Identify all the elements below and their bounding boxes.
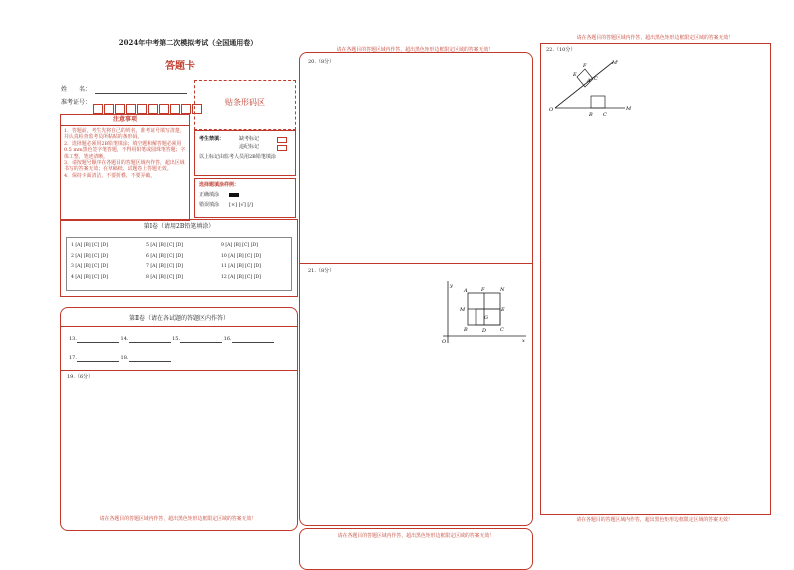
notes-box [60,114,190,221]
warning-text: 请在各题目的答题区域内作答，超出黑色矩形边框限定区域的答案无效！ [576,517,733,523]
note-item: 2．选择题必须用2B铅笔填涂；填空题和解答题必须用0.5 mm黑色签字笔答题，不得用铅笔或圆珠笔答题；字体工整、笔迹清晰。 [64,140,186,160]
note-item: 1．答题前，考生先将自己的姓名，准考证号填写清楚，并认真检查监考员所粘贴的条形码。 [64,128,185,141]
svg-text:M: M [460,307,466,313]
q21-figure [438,273,528,345]
note-item: 4．保持卡面清洁，不要折叠、不要弄破。 [64,172,156,179]
correct-label: 正确填涂 [199,192,220,198]
warning-text: 请在各题目的答题区域内作答，超出黑色矩形边框限定区域的答案无效！ [336,47,494,53]
svg-text:F: F [583,63,587,69]
svg-text:B: B [589,112,593,118]
status-label: 考生禁填： [199,136,225,142]
q21-label: 21.（8分） [308,268,335,274]
note-item: 3．请按题号顺序在各题目的答题区域内作答，超出区域书写的答案无效；在草稿纸、试题卷上答题无效。 [64,160,185,173]
svg-text:B: B [464,327,468,333]
fill-example-box [194,178,296,218]
section2-title: 第Ⅱ卷（请在各试题的答题区内作答） [128,315,230,322]
wrong-label: 错误填涂 [199,202,220,208]
absent-label: 缺考标记 [239,136,260,142]
svg-text:F: F [481,287,485,293]
svg-text:N: N [500,287,505,293]
svg-text:D: D [482,328,487,334]
wrong-marks: [×] [√] [/] [229,202,253,208]
svg-text:O: O [442,339,447,345]
svg-text:C: C [500,327,504,333]
choice-row[interactable]: 1 [A] [B] [C] [D] 5 [A] [B] [C] [D] 9 [A] [B] [C] [D] [71,243,258,248]
id-label: 准考证号： [61,99,92,106]
choice-row[interactable]: 2 [A] [B] [C] [D] 6 [A] [B] [C] [D] 10 [A] [B] [C] [D] [71,253,261,259]
svg-text:O: O [549,107,554,113]
q19-label: 19.（6分） [67,374,94,380]
fill-row-1[interactable]: 13. 14. 15. 16. [69,336,294,343]
status-box [194,130,296,176]
barcode-area: 贴条形码区 [194,80,296,130]
warning-text: 请在各题目的答题区域内作答，超出黑色矩形边框限定区域的答案无效！ [576,35,734,41]
choice-row[interactable]: 3 [A] [B] [C] [D] 7 [A] [B] [C] [D] 11 [A] [B] [C] [D] [71,264,261,269]
svg-text:C: C [594,76,598,82]
choice-row[interactable]: 4 [A] [B] [C] [D] 8 [A] [B] [C] [D] 12 [A] [B] [C] [D] [71,274,261,280]
violation-mark[interactable] [277,145,287,151]
name-label: 姓 名： [61,86,92,93]
section2-box [60,307,298,531]
svg-text:E: E [501,307,505,313]
answer-area-right [540,43,771,515]
fill-example-title: 选择题填涂样例： [199,182,240,188]
section1-title: 第Ⅰ卷（请用2B铅笔填涂） [143,223,215,230]
violation-label: 违纪标记 [239,144,260,150]
exam-title: 2024年中考第二次模拟考试（全国通用卷） [118,38,258,47]
answer-area-middle-bottom [299,528,533,570]
notes-title: 注意事项 [61,115,189,126]
q22-label: 22.（10分） [546,47,576,53]
warning-text: 请在各题目的答题区域内作答，超出黑色矩形边框限定区域的答案无效！ [99,516,257,522]
q20-label: 20.（8分） [308,59,335,65]
status-note: 以上标记由监考人员用2B铅笔填涂 [199,154,276,160]
svg-text:C: C [603,112,607,118]
svg-text:A: A [464,288,468,294]
sheet-subtitle: 答题卡 [165,61,195,72]
correct-fill-icon [229,193,239,197]
section1-box [60,219,298,297]
svg-text:x: x [522,338,525,344]
name-field[interactable] [95,93,187,94]
fill-row-2[interactable]: 17. 18. [69,355,171,362]
choice-grid [66,237,292,291]
svg-text:G: G [484,315,488,321]
svg-text:y: y [450,283,453,289]
svg-text:M': M' [612,60,619,66]
svg-text:E: E [573,72,577,78]
warning-text: 请在各题目的答题区域内作答，超出黑色矩形边框限定区域的答案无效！ [337,533,495,539]
absent-mark[interactable] [277,137,287,143]
q22-figure [547,54,637,122]
svg-text:A: A [587,78,591,84]
svg-text:M: M [626,106,632,112]
answer-area-middle [299,52,533,526]
